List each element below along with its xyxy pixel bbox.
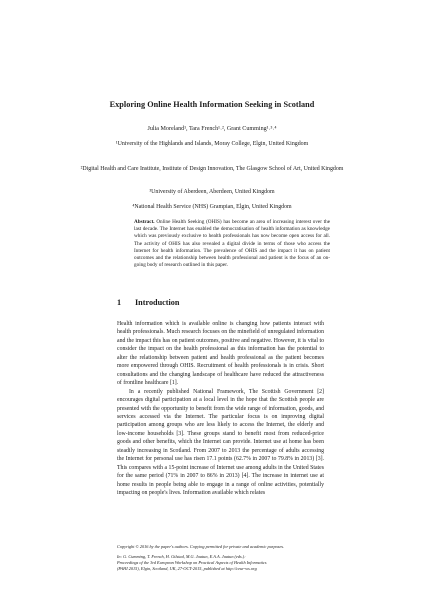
author-list: Julia Moreland¹, Tara French¹˒², Grant Cumming¹˒³˒⁴ bbox=[147, 126, 277, 132]
affiliation-1: ¹University of the Highlands and Islands, Moray College, Elgin, United Kingdom bbox=[115, 141, 309, 147]
section-number: 1 bbox=[117, 298, 122, 307]
affiliation-3: ³University of Aberdeen, Aberdeen, United Kingdom bbox=[149, 189, 275, 195]
abstract-label: Abstract. bbox=[134, 219, 155, 225]
affiliation-2: ²Digital Health and Care Institute, Institute of Design Innovation, The Glasgow School of Art, United Kingdom bbox=[80, 166, 344, 172]
footer-citation-line: In: G. Cumming, T. French, H. Gilstad, M.G. Jaatun, E.A.A. Jaatun (eds.): bbox=[117, 554, 246, 559]
section-heading bbox=[117, 298, 179, 307]
abstract bbox=[134, 219, 330, 269]
footer-copyright: Copyright © 2016 by the paper's authors. Copying permitted for private and academic purposes. bbox=[117, 544, 285, 549]
section-title: Introduction bbox=[135, 298, 180, 307]
footer-citation-line: (PAHI 2015), Elgin, Scotland, UK, 27-OCT-2015, published at http://ceur-ws.org bbox=[117, 566, 257, 571]
footer-citation-line: Proceedings of the 3rd European Workshop on Practical Aspects of Health Informatics bbox=[117, 560, 267, 565]
paragraph: In a recently published National Framework, The Scottish Government [2] encourages digital participation at a local level in the hope that the Scottish people are presented with the opportunity to benefit from the wide range of information, goods, and services accessed via the Internet. The particular focus is on improving digital participation among groups who are less likely to access the Internet, the elderly and low-income households [3]. These groups stand to benefit most from reduced-price goods and other benefits, which the Internet can provide. Internet use at home has been steadily increasing in Scotland. From 2007 to 2013 the percentage of adults accessing the Internet for personal use has risen 17.1 points (62.7% in 2007 to 79.8% in 2013) [3]. This compares with a 15-point increase of Internet use among adults in the United States for the same period (71% in 2007 to 86% in 2013) [4]. The increase in internet use at home results in people being able to engage in a range of online activities, potentially impacting on people's lives. Information available which relates bbox=[117, 388, 324, 497]
body-text bbox=[117, 320, 324, 498]
affiliation-4: ⁴National Health Service (NHS) Grampian, Elgin, United Kingdom bbox=[132, 204, 292, 210]
paragraph: Health information which is available online is changing how patients interact with health professionals. Much research focuses on the minefield of unregulated information and the impact this has on patient outcomes, positive and negative. However, it is vital to consider the impact on the health professional as this information has the potential to alter the relationship between patient and health professional as the patient becomes more empowered through OHIS. Recruitment of health professionals is in crisis. Short consultations and the changing landscape of healthcare have reduced the attractiveness of frontline healthcare [1]. bbox=[117, 321, 324, 387]
footer-notice bbox=[117, 544, 324, 572]
abstract-text: Online Health Seeking (OHIS) has become an area of increasing interest over the last decade. The Internet has enabled the democratisation of health information as knowledge which was previously exclusive to health professionals has now become open access for all. The activity of OHIS has also revealed a digital divide in terms of those who access the Internet for health information. The prevalence of OHIS and the impact it has on patient outcomes and the relationship between health professional and patient is the focus of an on-going body of research outlined in this paper. bbox=[134, 219, 330, 269]
paper-title: Exploring Online Health Information Seeking in Scotland bbox=[109, 100, 315, 109]
